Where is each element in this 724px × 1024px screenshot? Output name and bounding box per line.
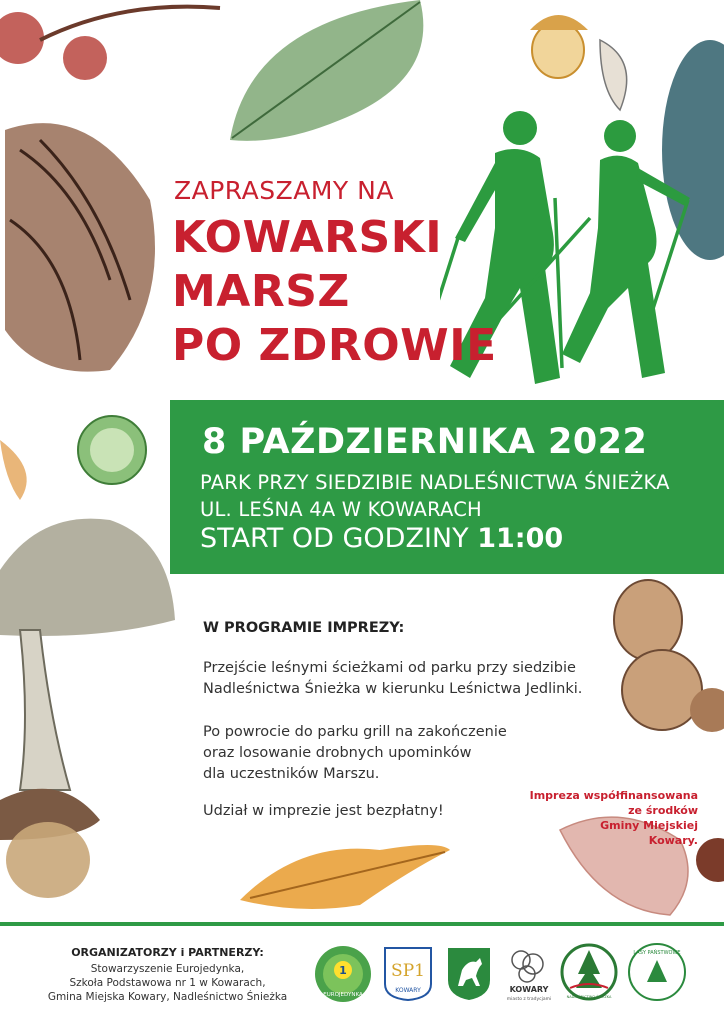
invite-text: ZAPRASZAMY NA: [174, 176, 394, 205]
event-start-time: [200, 523, 563, 554]
lasy-logo-text: LASY PAŃSTWOWE: [633, 950, 681, 956]
leaf-illustration: [230, 0, 423, 141]
program-paragraph-2: [203, 722, 507, 785]
kowary-logo-text: KOWARY: [509, 985, 549, 994]
sp1-logo-subtext: KOWARY: [395, 987, 421, 994]
organizer-line: Gmina Miejska Kowary, Nadleśnictwo Śnieżka: [47, 991, 288, 1003]
program-paragraph-1: [203, 658, 582, 700]
kowary-coat-of-arms: [446, 946, 492, 1002]
program-paragraph-3: Udział w imprezie jest bezpłatny!: [203, 803, 444, 819]
nadlesnictwo-logo-text: NADLEŚNICTWO ŚNIEŻKA: [566, 995, 612, 999]
sp1-kowary-logo: [383, 946, 433, 1002]
event-date: 8 PAŹDZIERNIKA 2022: [202, 422, 648, 462]
event-title-line-3: PO ZDROWIE: [172, 320, 497, 371]
program-p1-line: Nadleśnictwa Śnieżka w kierunku Leśnictwa Jedlinki.: [203, 681, 583, 697]
program-p1-line: Przejście leśnymi ścieżkami od parku przy siedzibie: [203, 660, 576, 676]
svg-text:1: 1: [339, 964, 347, 977]
sp1-logo-text: SP1: [391, 961, 425, 981]
cofinancing-line: Gminy Miejskiej: [600, 819, 698, 832]
start-prefix: START OD GODZINY: [200, 523, 478, 554]
organizers-heading: ORGANIZATORZY i PARTNERZY:: [71, 946, 264, 959]
acorn-bottom-illustration: [0, 789, 100, 898]
organizer-line: Szkoła Podstawowa nr 1 w Kowarach,: [69, 977, 266, 989]
chestnut-illustration: [78, 416, 146, 484]
event-info-box: [170, 400, 724, 574]
cofinancing-line: Impreza współfinansowana: [529, 789, 698, 802]
cofinancing-line: ze środków: [628, 804, 698, 817]
start-hour: 11:00: [477, 523, 564, 554]
cofinancing-note: [518, 788, 698, 848]
seed-pod-illustration: [0, 440, 27, 500]
berries-illustration: [0, 7, 220, 80]
event-location-line-1: PARK PRZY SIEDZIBIE NADLEŚNICTWA ŚNIEŻKA: [200, 471, 670, 494]
acorn-top-illustration: [530, 15, 588, 78]
seed-illustration: [600, 40, 627, 110]
eurojedynka-logo-text: EUROJEDYNKA: [323, 992, 363, 998]
pine-cone-illustration: [5, 123, 155, 372]
event-title-line-1: KOWARSKI: [172, 212, 443, 263]
kowary-city-logo: [505, 944, 553, 1002]
kowary-logo-subtext: miasto z tradycjami: [506, 997, 552, 1002]
program-heading: W PROGRAMIE IMPREZY:: [203, 620, 405, 636]
program-p2-line: dla uczestników Marszu.: [203, 766, 380, 782]
nadlesnictwo-sniezka-logo: [560, 940, 618, 1004]
event-title-line-2: MARSZ: [172, 266, 350, 317]
chestnut-bottom-illustration: [696, 838, 724, 882]
mushroom-illustration: [0, 519, 175, 790]
footer-divider: [0, 922, 724, 926]
eurojedynka-logo: [313, 944, 373, 1004]
event-location-line-2: UL. LEŚNA 4A W KOWARACH: [200, 498, 482, 521]
program-p2-line: oraz losowanie drobnych upominków: [203, 745, 472, 761]
cofinancing-line: Kowary.: [648, 834, 698, 847]
brown-cones-illustration: [614, 580, 724, 732]
organizer-line: Stowarzyszenie Eurojedynka,: [90, 963, 245, 975]
lasy-panstwowe-logo: [627, 942, 687, 1002]
oak-leaf-illustration: [240, 845, 450, 909]
program-p2-line: Po powrocie do parku grill na zakończenie: [203, 724, 507, 740]
